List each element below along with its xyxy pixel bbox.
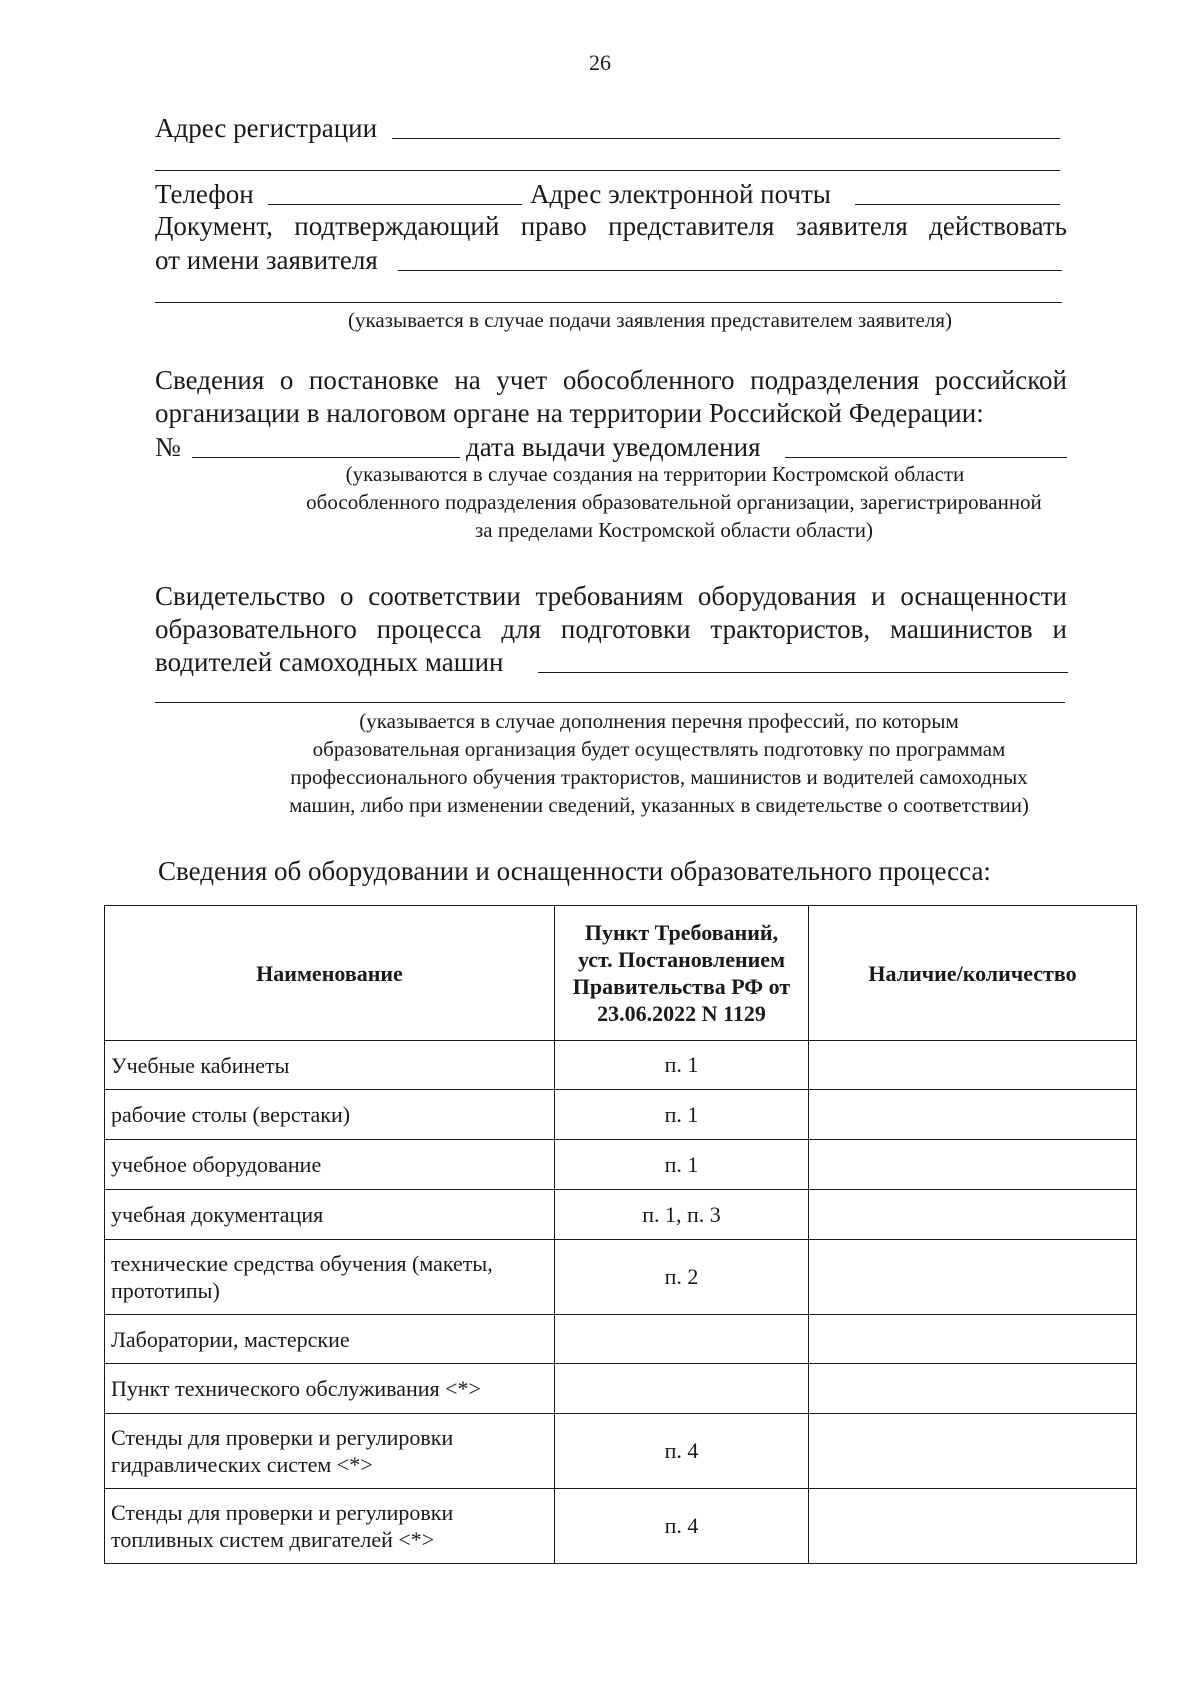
row-name-line1: учебная документация: [111, 1202, 324, 1227]
table-row: [105, 1315, 1137, 1364]
email-field[interactable]: [855, 204, 1060, 205]
row-clause: п. 1: [555, 1140, 809, 1190]
row-name: [105, 1489, 555, 1564]
row-availability-input[interactable]: [809, 1489, 1137, 1564]
row-clause: п. 4: [555, 1489, 809, 1564]
row-availability-input[interactable]: [809, 1364, 1137, 1414]
issue-date-field[interactable]: [785, 457, 1067, 458]
row-name: [105, 1090, 555, 1140]
certificate-note-line4: машин, либо при изменении сведений, указанных в свидетельстве о соответствии): [289, 793, 1029, 817]
row-name-line1: технические средства обучения (макеты,: [111, 1251, 493, 1276]
row-name: [105, 1414, 555, 1489]
row-availability-input[interactable]: [809, 1190, 1137, 1240]
row-name-line1: Учебные кабинеты: [111, 1052, 290, 1078]
equipment-heading: Сведения об оборудовании и оснащенности образовательного процесса:: [158, 856, 991, 886]
table-row: [105, 1140, 1137, 1190]
table-header-row: [105, 906, 1137, 1041]
header-clause-line3: Правительства РФ от: [572, 974, 791, 999]
row-clause: п. 1: [555, 1041, 809, 1090]
registration-address-field-line2[interactable]: [155, 170, 1060, 171]
row-name: [105, 1240, 555, 1315]
document-field[interactable]: [398, 270, 1062, 271]
certificate-note-line1: (указывается в случае дополнения перечня профессий, по которым: [359, 709, 959, 733]
notification-number-field[interactable]: [192, 457, 460, 458]
registration-address-field[interactable]: [392, 138, 1060, 139]
table-row: [105, 1041, 1137, 1090]
header-availability: Наличие/количество: [809, 906, 1137, 1041]
phone-label: Телефон: [155, 179, 254, 209]
row-availability-input[interactable]: [809, 1414, 1137, 1489]
table-row: [105, 1190, 1137, 1240]
row-clause: [555, 1315, 809, 1364]
document-field-line2[interactable]: [155, 302, 1062, 303]
header-clause-line1: Пункт Требований,: [584, 920, 779, 945]
certificate-section-line3: водителей самоходных машин: [155, 647, 504, 677]
row-name: [105, 1364, 555, 1414]
row-availability-input[interactable]: [809, 1041, 1137, 1090]
row-clause: п. 1, п. 3: [555, 1190, 809, 1240]
row-name-line1: Пункт технического обслуживания <*>: [111, 1376, 481, 1401]
row-name-line1: Стенды для проверки и регулировки: [111, 1500, 454, 1525]
table-row: [105, 1364, 1137, 1414]
registration-address-label: Адрес регистрации: [155, 113, 378, 143]
header-clause-line2: уст. Постановлением: [577, 947, 786, 972]
row-availability-input[interactable]: [809, 1140, 1137, 1190]
row-name-line1: Лаборатории, мастерские: [111, 1326, 350, 1352]
table-row: [105, 1414, 1137, 1489]
table-row: [105, 1090, 1137, 1140]
row-name-line2: топливных систем двигателей <*>: [111, 1527, 435, 1552]
row-clause: п. 4: [555, 1414, 809, 1489]
certificate-section-line1: Свидетельство о соответствии требованиям оборудования и оснащенности: [155, 581, 1067, 611]
issue-date-label: дата выдачи уведомления: [466, 432, 761, 462]
row-name-line2: прототипы): [111, 1278, 220, 1303]
header-clause-line4: 23.06.2022 N 1129: [597, 1001, 766, 1026]
registration-note-line2: обособленного подразделения образовательной организации, зарегистрированной: [306, 490, 1042, 514]
header-clause: [555, 906, 809, 1041]
row-clause: п. 2: [555, 1240, 809, 1315]
phone-field[interactable]: [268, 204, 522, 205]
row-clause: п. 1: [555, 1090, 809, 1140]
registration-section-line1: Сведения о постановке на учет обособленного подразделения российской: [155, 365, 1067, 395]
row-name-line1: учебное оборудование: [111, 1152, 322, 1177]
certificate-section-line2: образовательного процесса для подготовки трактористов, машинистов и: [155, 614, 1067, 644]
row-clause: [555, 1364, 809, 1414]
row-name-line1: рабочие столы (верстаки): [111, 1102, 351, 1127]
number-label: №: [155, 432, 181, 462]
registration-note-line1: (указываются в случае создания на территории Костромской области: [345, 462, 965, 486]
row-name: [105, 1315, 555, 1364]
document-note: (указывается в случае подачи заявления представителем заявителя): [347, 308, 952, 332]
row-name-line1: Стенды для проверки и регулировки: [111, 1425, 454, 1450]
certificate-note-line3: профессионального обучения трактористов, машинистов и водителей самоходных: [290, 765, 1028, 789]
table-row: [105, 1489, 1137, 1564]
row-availability-input[interactable]: [809, 1315, 1137, 1364]
table-row: [105, 1240, 1137, 1315]
header-name: Наименование: [105, 906, 555, 1041]
certificate-note-line2: образовательная организация будет осуществлять подготовку по программам: [312, 737, 1006, 761]
row-name-line2: гидравлических систем <*>: [111, 1452, 373, 1477]
equipment-table: [104, 905, 1137, 1564]
row-availability-input[interactable]: [809, 1090, 1137, 1140]
registration-note-line3: за пределами Костромской области области): [475, 518, 873, 542]
row-name: [105, 1140, 555, 1190]
page-number: 26: [589, 50, 611, 75]
row-name: [105, 1041, 555, 1090]
document-label-line2: от имени заявителя: [155, 245, 378, 275]
document-label-line1: Документ, подтверждающий право представителя заявителя действовать: [155, 211, 1067, 241]
row-name: [105, 1190, 555, 1240]
certificate-field-line2[interactable]: [155, 702, 1065, 703]
row-availability-input[interactable]: [809, 1240, 1137, 1315]
email-label: Адрес электронной почты: [530, 179, 831, 209]
registration-section-line2: организации в налоговом органе на территории Российской Федерации:: [155, 398, 984, 428]
certificate-field[interactable]: [538, 672, 1068, 673]
